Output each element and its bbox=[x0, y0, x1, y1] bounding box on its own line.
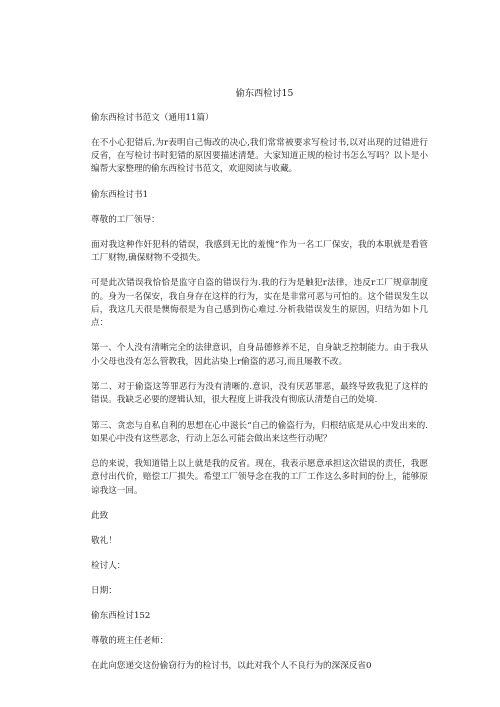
paragraph-body-4: 第二、对于偷盗这等罪恶行为没有清晰的.意识，没有厌恶罪恶，最终导致我犯了这样的错误。我缺乏必要的逻辑认知，很大程度上讲我没有彻底认清楚自己的处境. bbox=[91, 381, 428, 406]
document-title: 偷东西检讨15 bbox=[235, 88, 294, 99]
paragraph-body-2: 可是此次错误我恰恰是监守自盗的错误行为.我的行为是触犯r法律，违反r工厂规章制度的。身为一名保安，我自身存在这样的行为，实在是非常可恶与可怕的。这个错误发生以后，我这几天很是懊悔很是为自己感到伤心难过.分析我错误发生的原因，归结为如卜几点： bbox=[91, 278, 428, 328]
paragraph-body-1: 面对我这种作奸犯科的错误，我感到无比的羞愧“作为一名工厂保安，我的本职就是看管工厂财物,确保财物不受损失。 bbox=[91, 239, 428, 263]
paragraph-salutation-2: 尊敬的班主任老师： bbox=[91, 635, 169, 646]
paragraph-subtitle: 偷东西检讨书范文（通用11篇） bbox=[91, 113, 214, 123]
paragraph-body-6: 总的来说，我知道错上以上就是我的反省。现在，我表示愿意承担这次错误的责任，我愿意付出代价，赔偿工厂损失。希望工厂领导念在我的工厂工作这么多时间的份上，能够原谅我这一回。 bbox=[91, 459, 428, 496]
paragraph-signer: 检讨人： bbox=[91, 560, 126, 571]
paragraph-closing-1: 此致 bbox=[91, 510, 109, 521]
paragraph-salutation-1: 尊敬的工厂领导： bbox=[91, 214, 160, 225]
paragraph-section-heading-2: 偷东西检讨152 bbox=[91, 610, 151, 621]
paragraph-body-5: 第三、贪恋与自私自利的思想在心中滋长“自己的偷盗行为，归根结底是从心中发出来的.如果心中没有这些恶念，行动上怎么可能会做出来这些行动呢？ bbox=[91, 420, 428, 444]
paragraph-body-7: 在此向您递交这份偷窃行为的检讨书，以此对我个人不良行为的深深反省0 bbox=[91, 660, 372, 671]
paragraph-body-3: 第一、个人没有清晰完全的法律意识，自身品德修养不足，自身缺乏控制能力。由于我从小父母也没有怎么管教我，因此沾染上r偷盗的恶习,而且屡教不改。 bbox=[91, 343, 428, 367]
paragraph-section-heading-1: 偷东西检讨书1 bbox=[91, 189, 149, 200]
paragraph-closing-2: 敬礼！ bbox=[91, 535, 117, 546]
paragraph-intro: 在不小心犯错后,为r表明自己悔改的决心,我们常常被要求写检讨书,以对出现的过错进行反省，在写检讨书时犯错的原因要描述清楚。大家知道正规的检讨书怎么写吗？以卜是小编帮大家整理的偷东西检讨书范文，欢迎阅读与收藏。 bbox=[91, 138, 428, 175]
paragraph-date: 日期： bbox=[91, 585, 117, 596]
